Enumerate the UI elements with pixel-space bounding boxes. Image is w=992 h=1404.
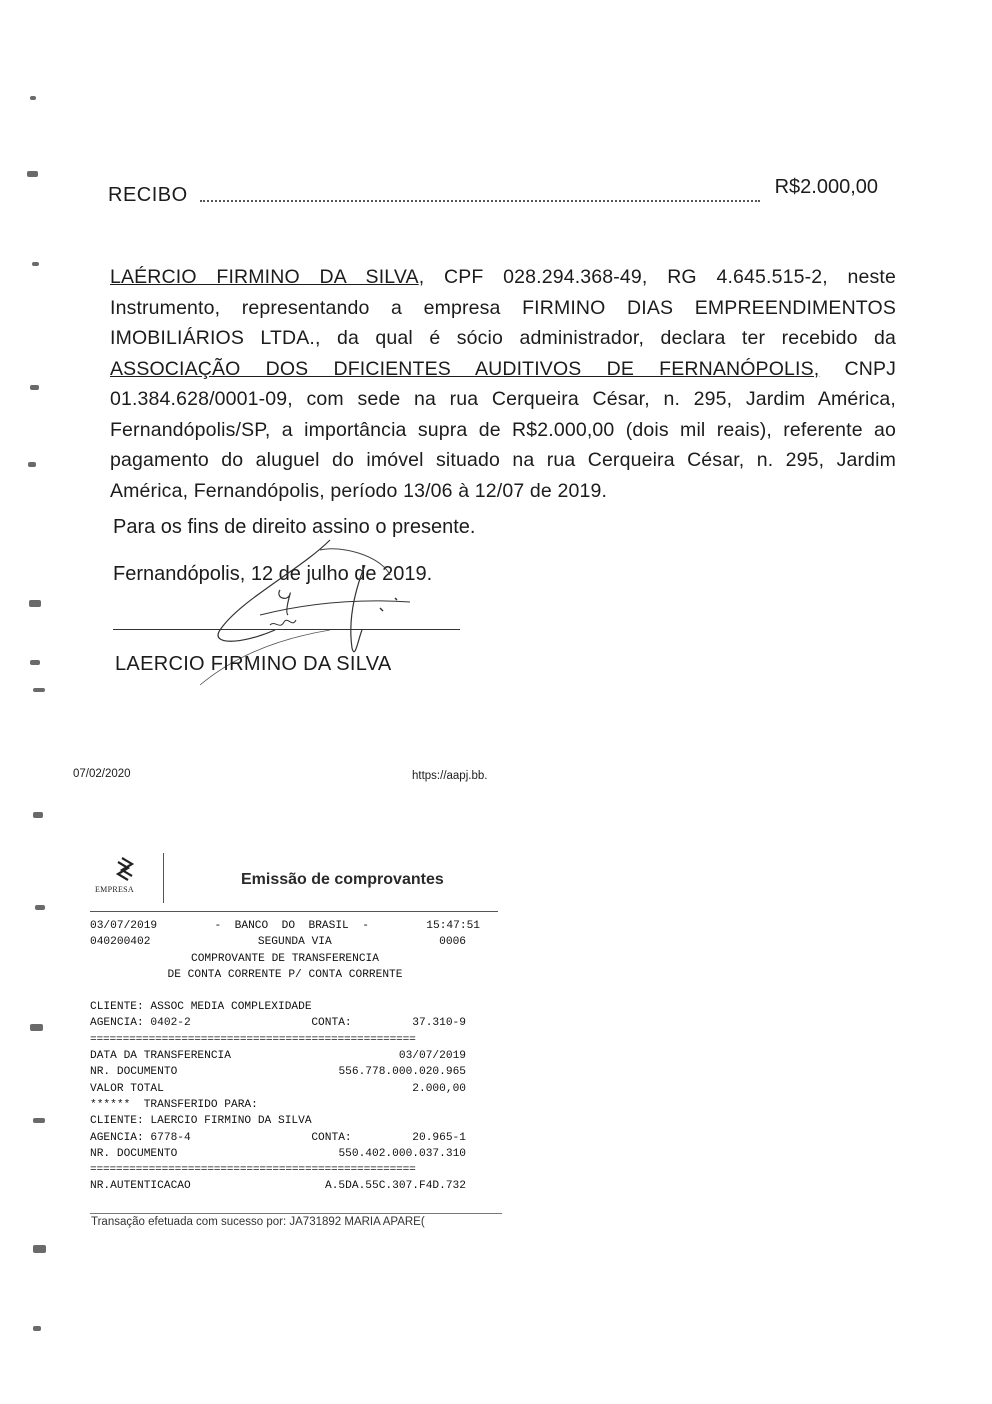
transfer-date-label: DATA DA TRANSFERENCIA xyxy=(90,1050,231,1063)
receipt-heading xyxy=(90,951,480,967)
recibo-header xyxy=(108,176,878,206)
receipt-line xyxy=(90,1097,480,1113)
transfer-receipt xyxy=(90,918,480,1195)
document-value: 556.778.000.020.965 xyxy=(338,1066,466,1079)
scan-speck xyxy=(27,171,38,177)
scan-speck xyxy=(33,1245,46,1253)
receipt-line xyxy=(90,1081,480,1097)
recibo-label: RECIBO xyxy=(108,184,188,206)
scan-speck xyxy=(30,660,40,665)
receipt-line xyxy=(90,918,480,934)
transferred-to: ****** TRANSFERIDO PARA: xyxy=(90,1098,258,1111)
dest-account-label: CONTA: xyxy=(311,1131,352,1144)
scan-speck xyxy=(28,462,36,467)
dest-doc-value: 550.402.000.037.310 xyxy=(338,1147,466,1160)
receipt-heading-1: COMPROVANTE DE TRANSFERENCIA xyxy=(191,952,379,965)
receipt-line xyxy=(90,999,480,1015)
receipt-line xyxy=(90,1146,480,1162)
scan-speck xyxy=(33,1118,45,1123)
dest-client: CLIENTE: LAERCIO FIRMINO DA SILVA xyxy=(90,1115,312,1128)
account-value: 37.310-9 xyxy=(412,1017,466,1030)
leader-dots xyxy=(200,200,760,202)
scan-speck xyxy=(35,905,45,910)
logo-divider xyxy=(163,853,164,903)
signer-name: LAERCIO FIRMINO DA SILVA xyxy=(115,653,392,675)
receipt-line xyxy=(90,1064,480,1080)
comprovante-title: Emissão de comprovantes xyxy=(241,871,444,888)
separator: ================================================== xyxy=(90,1033,416,1046)
receipt-code: 040200402 xyxy=(90,936,151,949)
total-label: VALOR TOTAL xyxy=(90,1082,164,1095)
receipt-date: 03/07/2019 xyxy=(90,920,158,932)
scan-speck xyxy=(30,1024,43,1031)
transfer-date-value: 03/07/2019 xyxy=(398,1050,466,1063)
receipt-heading-2: DE CONTA CORRENTE P/ CONTA CORRENTE xyxy=(167,968,403,981)
receipt-seq: 0006 xyxy=(439,936,466,949)
payer-name: ASSOCIAÇÃO DOS DFICIENTES AUDITIVOS DE FERNANÓPOLIS, xyxy=(110,357,820,380)
agency: AGENCIA: 0402-2 xyxy=(90,1017,191,1030)
header-rule xyxy=(90,911,498,912)
declaration-paragraph xyxy=(110,262,896,506)
recibo-amount: R$2.000,00 xyxy=(774,176,878,198)
declaration-text-1: , CPF 028.294.368-49, RG 4.645.515-2, neste Instrumento, representando a empresa FIRMINO DIAS EMPREENDIMENTOS IMOBILIÁRIOS LTDA., da qual é sócio administrador, declara ter recebido da xyxy=(110,266,896,349)
banco-do-brasil-logo-icon xyxy=(94,852,164,902)
place-date: Fernandópolis, 12 de julho de 2019. xyxy=(113,563,433,585)
total-value: 2.000,00 xyxy=(412,1082,466,1095)
account-label: CONTA: xyxy=(311,1017,352,1030)
dest-agency: AGENCIA: 6778-4 xyxy=(90,1131,191,1144)
receipt-line xyxy=(90,1015,480,1031)
declaration-text-2: CNPJ 01.384.628/0001-09, com sede na rua Cerqueira César, n. 295, Jardim América, Fernandópolis/SP, a importância supra de R$2.000,00 (dois mil reais), referente ao pagamento do aluguel do imóvel situado na rua Cerqueira César, n. 295, Jardim América, Fernandópolis, período 13/06 à 12/07 de 2019. xyxy=(110,357,896,502)
declarant-name: LAÉRCIO FIRMINO DA SILVA xyxy=(110,266,419,288)
footer-rule xyxy=(90,1213,502,1214)
scan-speck xyxy=(30,96,36,100)
dest-doc-label: NR. DOCUMENTO xyxy=(90,1147,178,1160)
scan-speck xyxy=(33,812,43,818)
print-date: 07/02/2020 xyxy=(73,768,131,780)
scan-speck xyxy=(33,688,45,692)
print-url: https://aapj.bb. xyxy=(412,770,488,782)
receipt-via: SEGUNDA VIA xyxy=(257,936,332,949)
separator: ================================================== xyxy=(90,1164,416,1177)
dest-account-value: 20.965-1 xyxy=(412,1131,466,1144)
receipt-line xyxy=(90,1130,480,1146)
receipt-bank: - BANCO DO BRASIL - xyxy=(214,920,369,932)
client-name: CLIENTE: ASSOC MEDIA COMPLEXIDADE xyxy=(90,1001,312,1014)
scan-speck xyxy=(29,600,41,607)
document-label: NR. DOCUMENTO xyxy=(90,1066,178,1079)
scan-speck xyxy=(33,1326,41,1331)
receipt-line xyxy=(90,1178,480,1194)
scan-speck xyxy=(30,385,39,390)
logo-text: EMPRESA xyxy=(95,885,134,894)
receipt-line xyxy=(90,934,480,950)
signature-line xyxy=(113,629,460,630)
auth-label: NR.AUTENTICACAO xyxy=(90,1180,191,1193)
closing-sentence: Para os fins de direito assino o presente. xyxy=(113,516,476,538)
transaction-footer: Transação efetuada com sucesso por: JA731892 MARIA APARE( xyxy=(91,1216,425,1228)
receipt-time: 15:47:51 xyxy=(426,920,480,932)
auth-value: A.5DA.55C.307.F4D.732 xyxy=(325,1180,466,1193)
receipt-line xyxy=(90,1048,480,1064)
receipt-line xyxy=(90,1113,480,1129)
receipt-heading xyxy=(90,967,480,983)
scan-speck xyxy=(32,262,39,266)
